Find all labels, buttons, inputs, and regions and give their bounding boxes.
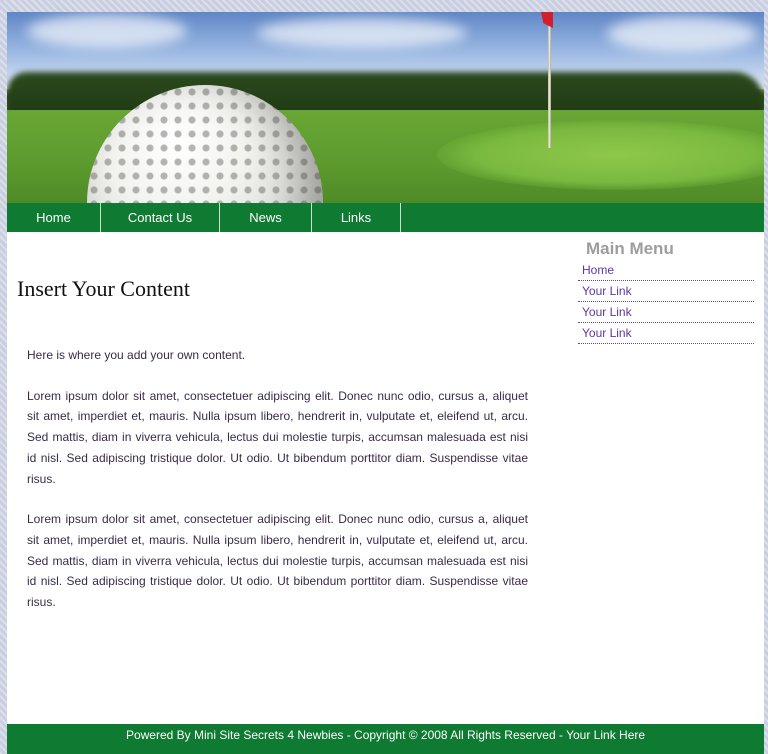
nav-item-news[interactable]: News xyxy=(220,203,312,232)
sidebar-item-your-link[interactable]: Your Link xyxy=(578,302,754,323)
cloud xyxy=(27,14,187,48)
sidebar-item-your-link[interactable]: Your Link xyxy=(578,281,754,302)
sidebar-title: Main Menu xyxy=(586,239,674,258)
flag-icon xyxy=(541,12,553,28)
sidebar-item-your-link[interactable]: Your Link xyxy=(578,323,754,344)
nav-item-home[interactable]: Home xyxy=(7,203,101,232)
footer xyxy=(7,724,764,754)
page-container xyxy=(7,12,764,754)
body-paragraph: Lorem ipsum dolor sit amet, consectetuer adipiscing elit. Donec nunc odio, cursus a, aliquet sit amet, imperdiet et, mauris. Nulla ipsum libero, hendrerit in, vulputate et, eleifend ut, arcu. Sed mattis, diam in viverra vehicula, lectus dui molestie turpis, accumsan malesuada est nisi id nisl. Sed adipiscing tristique dolor. Ut odio. Ut bibendum porttitor diam. Suspendisse vitae risus. xyxy=(27,388,528,486)
nav-item-contact-us[interactable]: Contact Us xyxy=(101,203,220,232)
main-content xyxy=(27,345,528,633)
sidebar-item-home[interactable]: Home xyxy=(578,260,754,281)
footer-copyright-text: Powered By Mini Site Secrets 4 Newbies - Copyright © 2008 All Rights Reserved - Your Link Here xyxy=(125,728,646,742)
cloud xyxy=(607,16,757,52)
sidebar xyxy=(578,238,754,344)
nav-item-links[interactable]: Links xyxy=(312,203,401,232)
header-banner-image xyxy=(7,12,764,203)
intro-paragraph: Here is where you add your own content. xyxy=(27,348,246,362)
flag-pole xyxy=(548,12,551,148)
cloud xyxy=(257,18,467,48)
body-paragraph: Lorem ipsum dolor sit amet, consectetuer adipiscing elit. Donec nunc odio, cursus a, aliquet sit amet, imperdiet et, mauris. Nulla ipsum libero, hendrerit in, vulputate et, eleifend ut, arcu. Sed mattis, diam in viverra vehicula, lectus dui molestie turpis, accumsan malesuada est nisi id nisl. Sed adipiscing tristique dolor. Ut odio. Ut bibendum porttitor diam. Suspendisse vitae risus. xyxy=(27,512,528,610)
page-title: Insert Your Content xyxy=(17,276,190,301)
top-navigation xyxy=(7,203,764,232)
